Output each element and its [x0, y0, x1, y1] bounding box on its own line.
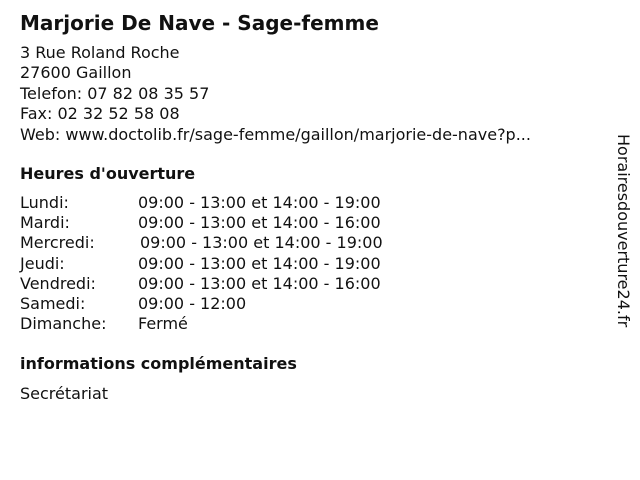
phone-number[interactable]: Telefon: 07 82 08 35 57 [20, 83, 210, 103]
day-label: Mardi: [20, 213, 70, 233]
day-label: Mercredi: [20, 233, 95, 253]
time-range: 09:00 - 13:00 et 14:00 - 19:00 [140, 233, 383, 253]
site-watermark [612, 134, 634, 374]
contact-block [20, 43, 531, 145]
day-label: Lundi: [20, 193, 69, 212]
day-label: Jeudi: [20, 253, 65, 273]
address-street: 3 Rue Roland Roche [20, 43, 180, 62]
time-range: 09:00 - 13:00 et 14:00 - 19:00 [138, 193, 381, 212]
time-range: 09:00 - 13:00 et 14:00 - 19:00 [138, 253, 381, 273]
day-label: Vendredi: [20, 273, 96, 293]
time-range: 09:00 - 13:00 et 14:00 - 16:00 [138, 273, 381, 293]
info-text: Secrétariat [20, 384, 109, 403]
time-range: 09:00 - 12:00 [138, 293, 247, 313]
page-title: Marjorie De Nave - Sage-femme [20, 11, 379, 35]
fax-number: Fax: 02 32 52 58 08 [20, 104, 180, 124]
website-link[interactable]: Web: www.doctolib.fr/sage-femme/gaillon/marjorie-de-nave?p... [20, 124, 531, 144]
hours-heading: Heures d'ouverture [20, 164, 196, 183]
watermark-text: Horairesdouverture24.fr [614, 134, 633, 328]
day-label: Dimanche: [20, 314, 107, 334]
day-label: Samedi: [20, 293, 86, 313]
time-range: Fermé [138, 314, 188, 334]
time-range: 09:00 - 13:00 et 14:00 - 16:00 [138, 213, 381, 233]
address-city: 27600 Gaillon [20, 63, 132, 83]
info-heading: informations complémentaires [20, 354, 297, 373]
